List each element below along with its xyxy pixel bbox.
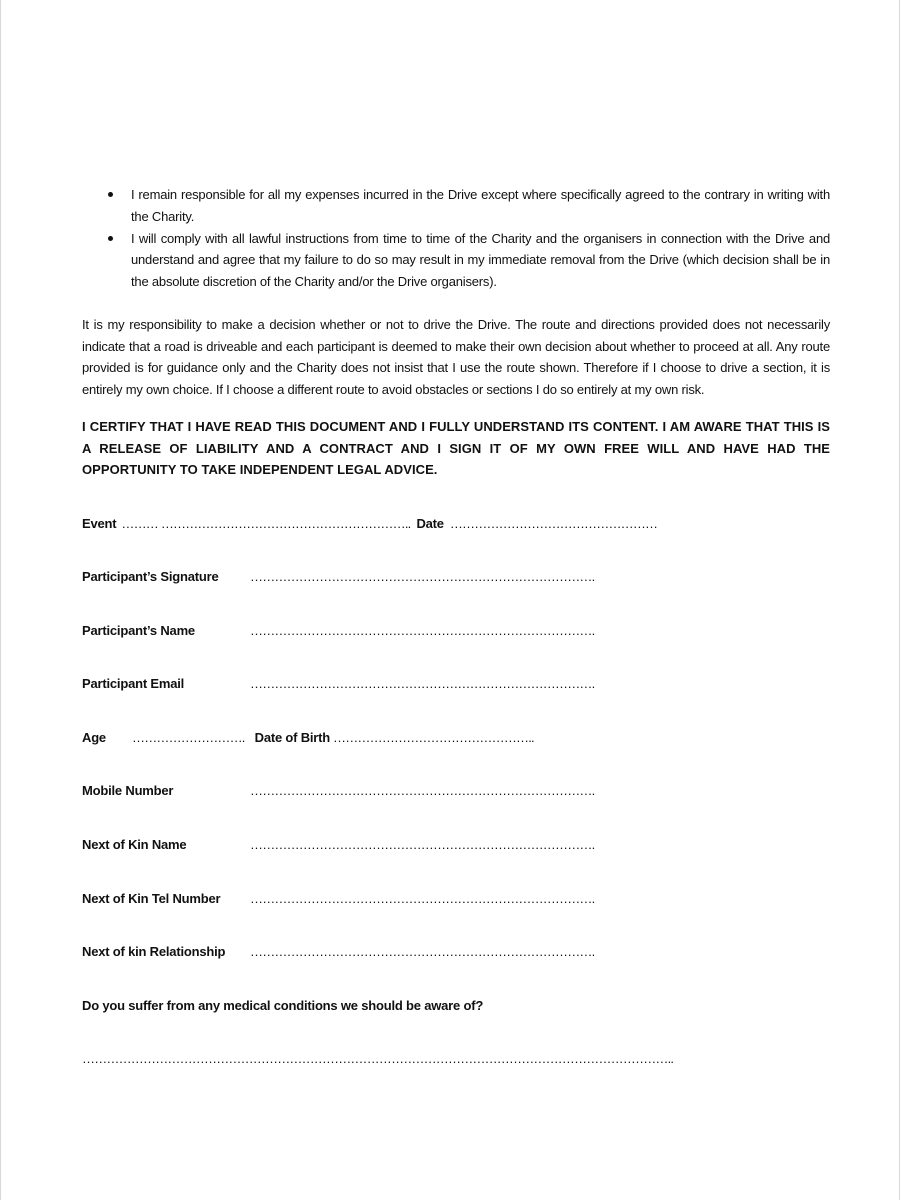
kin-relationship-row [82, 941, 830, 995]
signature-label: Participant’s Signature [82, 569, 219, 585]
kin-name-row [82, 834, 830, 888]
date-label: Date [416, 515, 444, 531]
event-label: Event [82, 515, 117, 531]
age-label: Age [82, 729, 106, 745]
list-item [82, 184, 830, 227]
age-field[interactable]: ………………………. [132, 729, 245, 745]
mobile-label: Mobile Number [82, 783, 174, 799]
medical-answer-field[interactable]: ……………………………………………………………………………………………………………………………….. [82, 1051, 674, 1067]
email-row [82, 673, 830, 727]
signature-field[interactable]: …………………………………………………………………………. [250, 569, 595, 585]
bullet-icon [108, 236, 113, 241]
event-field[interactable]: ……… …………………………………………………….. [121, 515, 411, 531]
kin-relationship-field[interactable]: …………………………………………………………………………. [250, 944, 595, 960]
medical-answer-row [82, 1048, 830, 1102]
email-field[interactable]: …………………………………………………………………………. [250, 676, 595, 692]
medical-question-row [82, 995, 830, 1049]
name-row [82, 620, 830, 674]
kin-tel-field[interactable]: …………………………………………………………………………. [250, 890, 595, 906]
list-item [82, 228, 830, 293]
kin-tel-row [82, 888, 830, 942]
kin-relationship-label: Next of kin Relationship [82, 944, 226, 960]
medical-question: Do you suffer from any medical conditions we should be aware of? [82, 997, 484, 1013]
bullet-icon [108, 192, 113, 197]
name-field[interactable]: …………………………………………………………………………. [250, 622, 595, 638]
participant-form [82, 513, 830, 1103]
age-dob-row [82, 727, 830, 781]
document-body [82, 184, 830, 1102]
date-field[interactable]: …………………………………………… [449, 515, 658, 531]
kin-name-field[interactable]: …………………………………………………………………………. [250, 837, 595, 853]
bullet-text: I remain responsible for all my expenses incurred in the Drive except where specifically agreed to the contrary in writing with the Charity. [131, 187, 830, 224]
email-label: Participant Email [82, 676, 185, 692]
dob-field[interactable]: ………………………………………….. [333, 729, 534, 745]
kin-tel-label: Next of Kin Tel Number [82, 890, 221, 906]
mobile-row [82, 780, 830, 834]
event-date-row [82, 513, 830, 567]
mobile-field[interactable]: …………………………………………………………………………. [250, 783, 595, 799]
dob-label: Date of Birth [254, 729, 331, 745]
responsibility-paragraph: It is my responsibility to make a decision whether or not to drive the Drive. The route and directions provided does not necessarily indicate that a road is driveable and each participant is deemed to make their own decision about whether to proceed at all. Any route provided is for guidance only and the Charity does not insist that I use the route shown. Therefore if I choose to drive a section, it is entirely my own choice. If I choose a different route to avoid obstacles or sections I do so entirely at my own risk. [82, 317, 830, 397]
name-label: Participant’s Name [82, 622, 195, 638]
terms-list [82, 184, 830, 292]
kin-name-label: Next of Kin Name [82, 837, 187, 853]
certification-statement: I CERTIFY THAT I HAVE READ THIS DOCUMENT AND I FULLY UNDERSTAND ITS CONTENT. I AM AWARE THAT THIS IS A RELEASE OF LIABILITY AND A CONTRACT AND I SIGN IT OF MY OWN FREE WILL AND HAVE HAD THE OPPORTUNITY TO TAKE INDEPENDENT LEGAL ADVICE. [82, 419, 830, 477]
signature-row [82, 566, 830, 620]
bullet-text: I will comply with all lawful instructions from time to time of the Charity and the organisers in connection with the Drive and understand and agree that my failure to do so may result in my immediate removal from the Drive (which decision shall be in the absolute discretion of the Charity and/or the Drive organisers). [131, 230, 830, 289]
